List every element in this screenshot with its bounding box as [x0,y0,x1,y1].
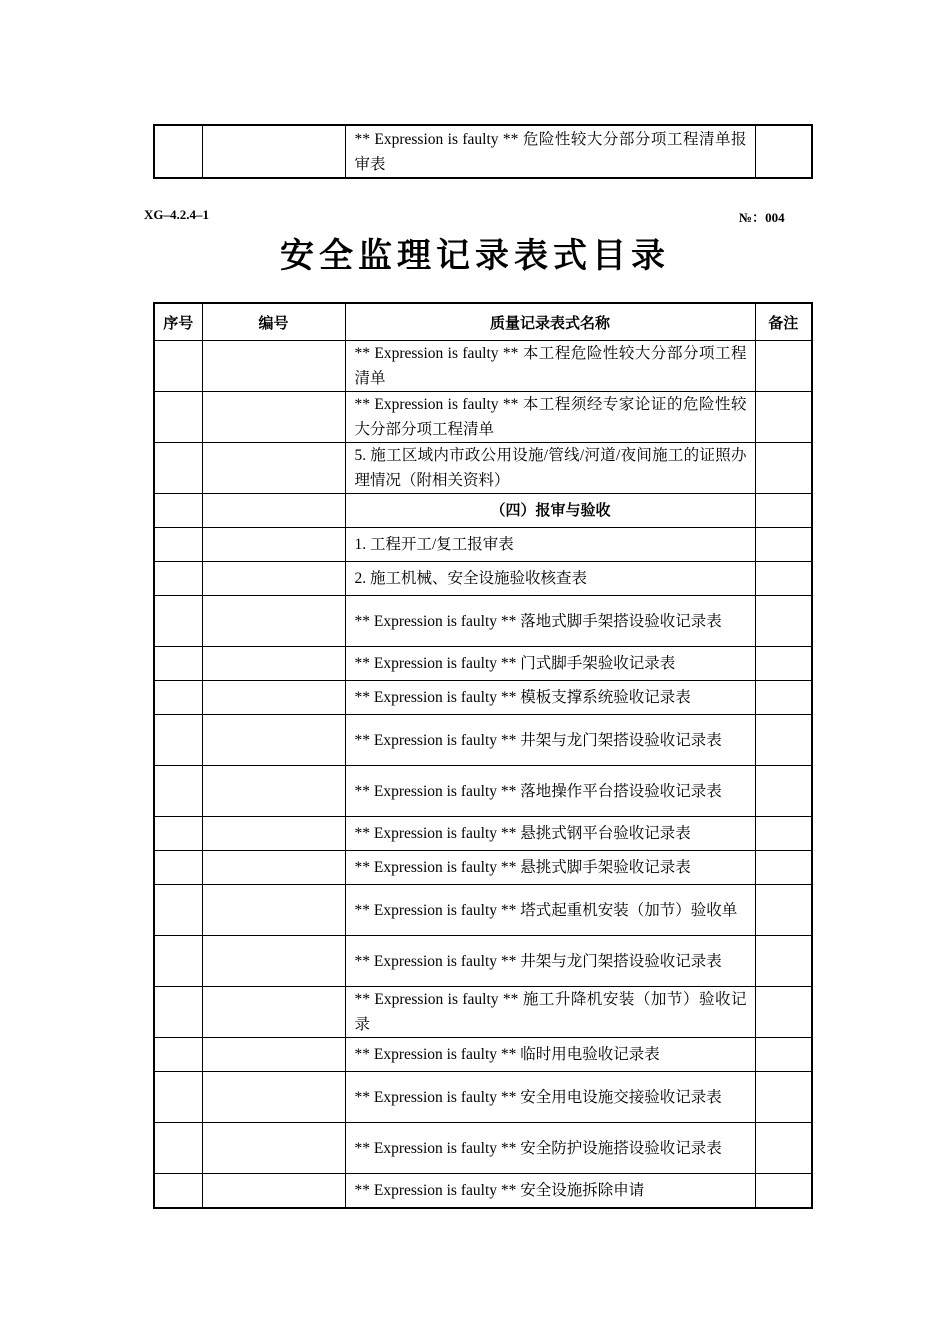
seq-cell [154,817,202,851]
seq-cell [154,936,202,987]
note-cell [755,528,812,562]
seq-cell [154,681,202,715]
code-cell [202,562,345,596]
note-cell [755,766,812,817]
table-row [154,647,812,681]
table-row [154,681,812,715]
continued-table [153,124,813,179]
code-cell [202,494,345,528]
code-cell [202,443,345,494]
record-name-cell: ** Expression is faulty ** 施工升降机安装（加节）验收记录 [345,987,755,1038]
code-cell [202,341,345,392]
code-cell [202,1072,345,1123]
record-name-cell: ** Expression is faulty ** 本工程危险性较大分部分项工程清单 [345,341,755,392]
table-row [154,766,812,817]
table-row [154,851,812,885]
note-cell [755,562,812,596]
record-name-cell: 1. 工程开工/复工报审表 [345,528,755,562]
record-name-cell: ** Expression is faulty ** 模板支撑系统验收记录表 [345,681,755,715]
record-name-cell: ** Expression is faulty ** 安全设施拆除申请 [345,1174,755,1209]
code-cell [202,1174,345,1209]
table-row [154,443,812,494]
seq-cell [154,562,202,596]
table-row [154,885,812,936]
column-header-seq: 序号 [154,303,202,341]
seq-cell [154,715,202,766]
table-row [154,1072,812,1123]
table-header-row [154,303,812,341]
note-cell [755,1123,812,1174]
note-cell [755,987,812,1038]
record-name-cell: ** Expression is faulty ** 临时用电验收记录表 [345,1038,755,1072]
code-cell [202,1123,345,1174]
record-name-cell: ** Expression is faulty ** 本工程须经专家论证的危险性较大分部分项工程清单 [345,392,755,443]
seq-cell [154,1174,202,1209]
section-heading-row [154,494,812,528]
record-name-cell: ** Expression is faulty ** 安全防护设施搭设验收记录表 [345,1123,755,1174]
column-header-note: 备注 [755,303,812,341]
record-name-cell: ** Expression is faulty ** 安全用电设施交接验收记录表 [345,1072,755,1123]
seq-cell [154,1072,202,1123]
code-cell [202,936,345,987]
seq-cell [154,125,202,178]
record-name-cell: ** Expression is faulty ** 井架与龙门架搭设验收记录表 [345,936,755,987]
table-row [154,562,812,596]
note-cell [755,494,812,528]
record-name-cell: 2. 施工机械、安全设施验收核查表 [345,562,755,596]
seq-cell [154,885,202,936]
code-cell [202,766,345,817]
code-cell [202,392,345,443]
code-cell [202,647,345,681]
code-cell [202,1038,345,1072]
table-row [154,1123,812,1174]
seq-cell [154,647,202,681]
note-cell [755,596,812,647]
note-cell [755,647,812,681]
column-header-name: 质量记录表式名称 [345,303,755,341]
seq-cell [154,1038,202,1072]
note-cell [755,715,812,766]
seq-cell [154,494,202,528]
record-name-cell: ** Expression is faulty ** 落地操作平台搭设验收记录表 [345,766,755,817]
seq-cell [154,766,202,817]
code-cell [202,681,345,715]
record-name-cell: ** Expression is faulty ** 落地式脚手架搭设验收记录表 [345,596,755,647]
form-code: XG–4.2.4–1 [144,207,209,222]
note-cell [755,1038,812,1072]
seq-cell [154,851,202,885]
table-row [154,1174,812,1209]
code-cell [202,528,345,562]
table-row [154,1038,812,1072]
seq-cell [154,596,202,647]
table-row [154,715,812,766]
note-cell [755,1072,812,1123]
table-row [154,125,812,178]
table-row [154,817,812,851]
record-name-cell: ** Expression is faulty ** 井架与龙门架搭设验收记录表 [345,715,755,766]
note-cell [755,443,812,494]
table-row [154,987,812,1038]
note-cell [755,392,812,443]
note-cell [755,125,812,178]
code-cell [202,596,345,647]
code-cell [202,715,345,766]
seq-cell [154,1123,202,1174]
seq-cell [154,341,202,392]
code-cell [202,851,345,885]
table-row [154,341,812,392]
seq-cell [154,987,202,1038]
document-number: №：004 [739,210,785,225]
record-name-cell: ** Expression is faulty ** 门式脚手架验收记录表 [345,647,755,681]
note-cell [755,341,812,392]
code-cell [202,125,345,178]
seq-cell [154,528,202,562]
table-row [154,528,812,562]
page-title: 安全监理记录表式目录 [280,236,670,276]
table-row [154,596,812,647]
note-cell [755,681,812,715]
table-row [154,392,812,443]
table-row [154,936,812,987]
note-cell [755,885,812,936]
record-name-cell: 5. 施工区域内市政公用设施/管线/河道/夜间施工的证照办理情况（附相关资料） [345,443,755,494]
record-index-table [153,302,813,1209]
record-name-cell: ** Expression is faulty ** 悬挑式脚手架验收记录表 [345,851,755,885]
seq-cell [154,443,202,494]
code-cell [202,817,345,851]
column-header-code: 编号 [202,303,345,341]
note-cell [755,817,812,851]
code-cell [202,885,345,936]
note-cell [755,1174,812,1209]
seq-cell [154,392,202,443]
record-name-cell: ** Expression is faulty ** 塔式起重机安装（加节）验收单 [345,885,755,936]
record-name-cell: ** Expression is faulty ** 悬挑式钢平台验收记录表 [345,817,755,851]
record-name-cell: ** Expression is faulty ** 危险性较大分部分项工程清单报审表 [345,125,755,178]
code-cell [202,987,345,1038]
note-cell [755,851,812,885]
note-cell [755,936,812,987]
section-heading: （四）报审与验收 [345,494,755,528]
